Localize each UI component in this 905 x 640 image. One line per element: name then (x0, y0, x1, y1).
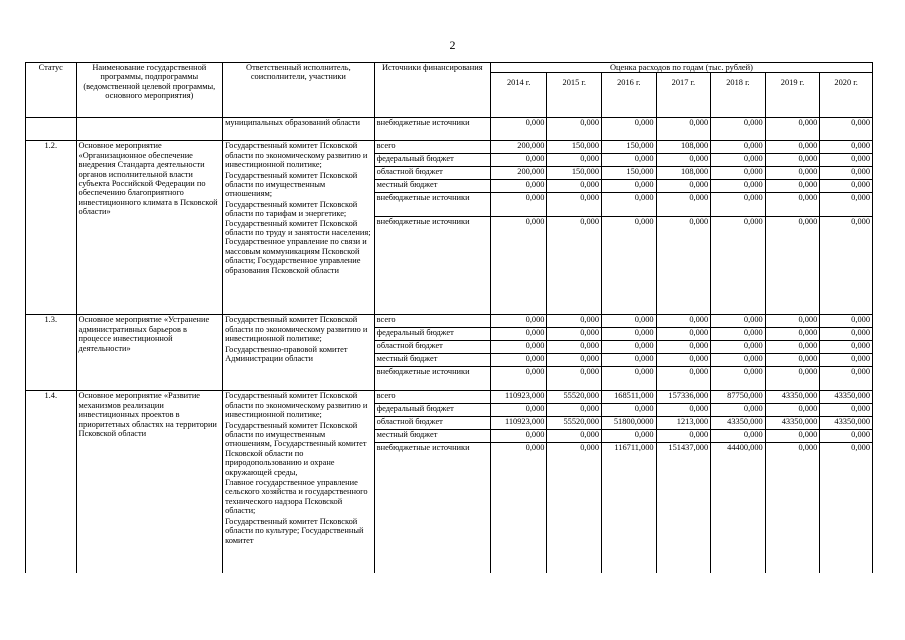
value-cell: 150,000 (547, 141, 602, 154)
value-cell: 0,000 (711, 430, 766, 443)
value-cell: 0,000 (820, 141, 873, 154)
table-row (26, 141, 873, 154)
table-row (26, 118, 873, 141)
value-cell: 0,000 (820, 341, 873, 354)
value-cell: 151437,000 (656, 443, 711, 573)
value-cell: 0,000 (602, 404, 657, 417)
value-cell: 0,000 (711, 193, 766, 217)
value-cell: 0,000 (711, 154, 766, 167)
value-cell: 0,000 (547, 180, 602, 193)
source-cell: внебюджетные источники (374, 118, 490, 141)
value-cell: 116711,000 (602, 443, 657, 573)
source-cell: федеральный бюджет (374, 328, 490, 341)
expenditure-table (25, 62, 873, 573)
executor-item: Главное государственное управление сельского хозяйства и государственного технического надзора Псковской области; (225, 478, 368, 516)
value-cell: 0,000 (765, 217, 820, 315)
value-cell: 0,000 (765, 404, 820, 417)
header-year: 2018 г. (711, 73, 766, 118)
value-cell: 0,000 (820, 443, 873, 573)
value-cell: 0,000 (711, 404, 766, 417)
value-cell: 0,000 (602, 430, 657, 443)
value-cell: 0,000 (711, 118, 766, 141)
value-cell: 0,000 (765, 193, 820, 217)
value-cell: 0,000 (656, 430, 711, 443)
header-name: Наименование государственной программы, подпрограммы (ведомственной целевой программы, основного мероприятия) (76, 63, 223, 118)
value-cell: 150,000 (547, 167, 602, 180)
status-cell (26, 118, 77, 141)
value-cell: 0,000 (490, 367, 547, 391)
source-cell: всего (374, 315, 490, 328)
value-cell: 0,000 (820, 328, 873, 341)
value-cell: 0,000 (490, 193, 547, 217)
source-cell: федеральный бюджет (374, 154, 490, 167)
value-cell: 0,000 (490, 443, 547, 573)
source-cell: местный бюджет (374, 180, 490, 193)
value-cell: 0,000 (547, 193, 602, 217)
header-status: Статус (26, 63, 77, 118)
value-cell: 0,000 (765, 180, 820, 193)
header-year: 2015 г. (547, 73, 602, 118)
source-cell: внебюджетные источники (374, 217, 490, 315)
value-cell: 0,000 (820, 167, 873, 180)
value-cell: 0,000 (547, 154, 602, 167)
executor-cell: муниципальных образований области (223, 118, 375, 141)
value-cell: 0,000 (765, 154, 820, 167)
value-cell: 0,000 (602, 367, 657, 391)
value-cell: 1213,000 (656, 417, 711, 430)
value-cell: 43350,000 (820, 417, 873, 430)
value-cell: 0,000 (711, 354, 766, 367)
value-cell: 0,000 (820, 367, 873, 391)
value-cell: 0,000 (602, 154, 657, 167)
name-cell: Основное мероприятие «Организационное обеспечение внедрения Стандарта деятельности органов исполнительной власти субъекта Российской Федерации по обеспечению благоприятного инвестиционного климата в Псковской области» (76, 141, 223, 315)
value-cell: 0,000 (765, 328, 820, 341)
value-cell: 0,000 (656, 404, 711, 417)
value-cell: 43350,000 (765, 391, 820, 404)
table-row (26, 315, 873, 328)
executor-item: Государственный комитет Псковской области по имущественным отношениям, Государственный комитет Псковской области по природопользованию и охране окружающей среды, (225, 420, 367, 477)
executor-cell (223, 141, 375, 315)
executor-item: Государственный комитет Псковской области по имущественным отношениям; (225, 170, 358, 199)
table-row (26, 391, 873, 404)
value-cell: 0,000 (765, 443, 820, 573)
executor-item: Государственный комитет Псковской области по экономическому развитию и инвестиционной политике; (225, 315, 368, 344)
value-cell: 157336,000 (656, 391, 711, 404)
value-cell: 0,000 (490, 154, 547, 167)
value-cell: 0,000 (765, 367, 820, 391)
value-cell: 0,000 (602, 193, 657, 217)
source-cell: областной бюджет (374, 167, 490, 180)
executor-item: Государственный комитет Псковской области по экономическому развитию и инвестиционной политике; (225, 391, 368, 420)
status-cell: 1.3. (26, 315, 77, 391)
value-cell: 0,000 (711, 367, 766, 391)
value-cell: 0,000 (490, 430, 547, 443)
value-cell: 0,000 (547, 328, 602, 341)
value-cell: 44400,000 (711, 443, 766, 573)
value-cell: 0,000 (711, 217, 766, 315)
value-cell: 0,000 (602, 217, 657, 315)
header-executor: Ответственный исполнитель, соисполнители, участники (223, 63, 375, 118)
value-cell: 0,000 (656, 217, 711, 315)
value-cell: 0,000 (820, 430, 873, 443)
value-cell: 0,000 (765, 141, 820, 154)
value-cell: 0,000 (820, 354, 873, 367)
page-number: 2 (449, 38, 456, 52)
header-year: 2020 г. (820, 73, 873, 118)
value-cell: 0,000 (711, 341, 766, 354)
value-cell: 0,000 (711, 180, 766, 193)
value-cell: 0,000 (656, 354, 711, 367)
source-cell: областной бюджет (374, 417, 490, 430)
value-cell: 0,000 (547, 404, 602, 417)
executor-cell (223, 315, 375, 391)
source-cell: местный бюджет (374, 354, 490, 367)
value-cell: 0,000 (602, 180, 657, 193)
source-cell: внебюджетные источники (374, 443, 490, 573)
source-cell: всего (374, 141, 490, 154)
value-cell: 0,000 (765, 430, 820, 443)
value-cell: 87750,000 (711, 391, 766, 404)
value-cell: 0,000 (547, 217, 602, 315)
source-cell: внебюджетные источники (374, 193, 490, 217)
source-cell: всего (374, 391, 490, 404)
value-cell: 0,000 (602, 341, 657, 354)
value-cell: 0,000 (820, 118, 873, 141)
header-source: Источники финансирования (374, 63, 490, 118)
value-cell: 43350,000 (711, 417, 766, 430)
value-cell: 200,000 (490, 141, 547, 154)
value-cell: 0,000 (820, 180, 873, 193)
value-cell: 110923,000 (490, 417, 547, 430)
executor-item: Государственно-правовой комитет Администрации области (225, 344, 348, 364)
header-year: 2016 г. (602, 73, 657, 118)
value-cell: 0,000 (490, 404, 547, 417)
status-cell: 1.2. (26, 141, 77, 315)
value-cell: 150,000 (602, 141, 657, 154)
value-cell: 0,000 (765, 167, 820, 180)
value-cell: 0,000 (490, 328, 547, 341)
value-cell: 0,000 (820, 404, 873, 417)
name-cell: Основное мероприятие «Развитие механизмов реализации инвестиционных проектов в приоритетных областях на территории Псковской области (76, 391, 223, 573)
value-cell: 200,000 (490, 167, 547, 180)
source-cell: областной бюджет (374, 341, 490, 354)
header-estimate: Оценка расходов по годам (тыс. рублей) (490, 63, 872, 73)
value-cell: 0,000 (602, 118, 657, 141)
value-cell: 0,000 (711, 167, 766, 180)
name-cell: Основное мероприятие «Устранение административных барьеров в процессе инвестиционной деятельности» (76, 315, 223, 391)
value-cell: 0,000 (547, 315, 602, 328)
value-cell: 43350,000 (765, 417, 820, 430)
value-cell: 0,000 (547, 430, 602, 443)
value-cell: 0,000 (547, 443, 602, 573)
value-cell: 0,000 (490, 354, 547, 367)
value-cell: 0,000 (602, 328, 657, 341)
value-cell: 0,000 (820, 217, 873, 315)
value-cell: 0,000 (765, 118, 820, 141)
value-cell: 0,000 (602, 315, 657, 328)
value-cell: 0,000 (547, 354, 602, 367)
header-year: 2014 г. (490, 73, 547, 118)
value-cell: 110923,000 (490, 391, 547, 404)
value-cell: 0,000 (656, 154, 711, 167)
value-cell: 108,000 (656, 141, 711, 154)
value-cell: 0,000 (656, 193, 711, 217)
value-cell: 55520,000 (547, 417, 602, 430)
value-cell: 0,000 (656, 180, 711, 193)
value-cell: 0,000 (602, 354, 657, 367)
value-cell: 0,000 (656, 118, 711, 141)
value-cell: 0,000 (711, 328, 766, 341)
value-cell: 0,000 (547, 118, 602, 141)
value-cell: 0,000 (490, 180, 547, 193)
value-cell: 0,000 (765, 354, 820, 367)
value-cell: 0,000 (490, 315, 547, 328)
value-cell: 0,000 (656, 341, 711, 354)
value-cell: 0,000 (820, 315, 873, 328)
value-cell: 0,000 (490, 341, 547, 354)
value-cell: 0,000 (765, 341, 820, 354)
value-cell: 0,000 (656, 315, 711, 328)
name-cell (76, 118, 223, 141)
value-cell: 0,000 (765, 315, 820, 328)
source-cell: федеральный бюджет (374, 404, 490, 417)
executor-item: Государственный комитет Псковской области по культуре; Государственный комитет (225, 516, 364, 545)
value-cell: 0,000 (711, 315, 766, 328)
value-cell: 0,000 (656, 328, 711, 341)
value-cell: 0,000 (547, 367, 602, 391)
value-cell: 108,000 (656, 167, 711, 180)
status-cell: 1.4. (26, 391, 77, 573)
value-cell: 0,000 (490, 118, 547, 141)
value-cell: 150,000 (602, 167, 657, 180)
executor-item: Государственный комитет Псковской области по экономическому развитию и инвестиционной политике; (225, 141, 368, 170)
value-cell: 0,000 (711, 141, 766, 154)
value-cell: 168511,000 (602, 391, 657, 404)
value-cell: 0,000 (656, 367, 711, 391)
header-year: 2017 г. (656, 73, 711, 118)
value-cell: 0,000 (820, 193, 873, 217)
value-cell: 43350,000 (820, 391, 873, 404)
source-cell: местный бюджет (374, 430, 490, 443)
value-cell: 0,000 (490, 217, 547, 315)
executor-cell (223, 391, 375, 573)
value-cell: 51800,0000 (602, 417, 657, 430)
value-cell: 0,000 (547, 341, 602, 354)
value-cell: 0,000 (820, 154, 873, 167)
value-cell: 55520,000 (547, 391, 602, 404)
executor-item: Государственный комитет Псковской области по тарифам и энергетике; Государственный комитет Псковской области по труду и занятости населения; Государственное управление по связи и массовым коммуникациям Псковской области; Государственное управление образования Псковской области (225, 199, 371, 275)
header-year: 2019 г. (765, 73, 820, 118)
source-cell: внебюджетные источники (374, 367, 490, 391)
